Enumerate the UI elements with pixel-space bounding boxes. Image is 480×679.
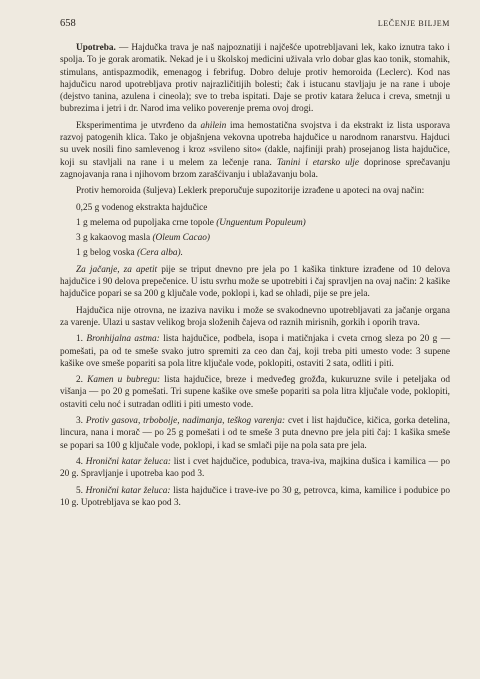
ingredient-line [60,247,450,259]
recipe-item [60,333,450,370]
recipe-text: lista hajdučice, breze i medveđeg grožđa, kukuruzne svile i peteljaka od višanja — po 20 g pomešati. Tri supene kašike ove smeše popariti sa pola litra ključale vode, poklopiti, ostaviti celu noć i sutradan odliti i piti umesto vode. [60,375,451,410]
paragraph-hemorrhoids: Protiv hemoroida (šuljeva) Leklerk preporučuje supozitorije izrađene u apoteci na ovaj način: [76,186,425,197]
experiments-text-mid: ima hemostatična svojstva i da ekstrakt iz lista usporava razvoj patogenih klica. Tako je objašnjena vekovna upotreba hajdučice u narodnom ranarstvu. Hajduci su uvek nosili fino samlevenog i kroz »svileno sito« (dakle, najfiniji prah) prosejanog lista hajdučice, koji su stavljali na rane i u melem za lečenje rana. [60,120,450,168]
ingredient-latin: (Oleum Cacao) [152,233,211,244]
ahilein-term: ahilein [200,120,227,131]
recipe-text: list i cvet hajdučice, podubica, trava-iva, majkina dušica i kamilica — po 20 g. Spravljanje i upotreba kao pod 3. [60,456,450,480]
usage-text: — Hajdučka trava je naš najpoznatiji i najčešće upotrebljavani lek, kako iznutra tako i spolja. To je gorak aromatik. Nekad je i u školskoj medicini uživala vrlo dobar glas kao tonik, stomahik, stimulans, antispazmodik, emenagog i febrifug. Dobro deluje protiv hemoroida (Leclerc). Kod nas hajdučicu narod upotrebljava protiv najrazličitijih bolesti; čak i istucanu stavljaju je na rane i uboje (dejstvo tanina, azulena i cineola); sve to treba ispitati. Daje se protiv katara želuca i creva, smetnji u bubrezima i jetri i dr. Narod ima veliko poverenje prema ovoj drogi. [60,43,450,115]
ingredient-text: 1 g melema od pupoljaka crne topole [76,217,217,228]
page-number: 658 [60,18,76,29]
recipe-item [60,415,450,452]
ingredient-line [60,232,450,244]
recipe-text: lista hajdučice, podbela, isopa i matičnjaka i cveta crnog sleza po 20 g — pomešati, pa od te smeše svako jutro spremiti za ceo dan čaj, koji treba piti umesto vode: 3 supene kašike ove smeše popariti sa pola litre ključale vode, poklopiti, ostaviti 2 sata, odliti i piti. [60,334,451,369]
recipe-item [60,456,450,481]
appetite-text: pije se triput dnevno pre jela po 1 kašika tinkture izrađene od 10 delova hajdučice i 90 delova prepečenice. U istu svrhu može se upotrebiti i čaj spravljen na ovaj način: 2 kašike hajdučice popari se sa 200 g ključale vode, poklopi i, kad se ohladi, pije se pre jela. [60,264,450,300]
paragraph-experiments [60,120,450,181]
paragraph-usage [60,42,450,116]
recipe-text: cvet i list hajdučice, kičica, gorka detelina, lincura, nana i morač — po 25 g pomešati i od te smeše 3 puta dnevno pre jela piti čaj: 1 kašika smeše se popari sa 100 g ključale vode, poklopi, i kad se smlači pije na pola sata pre jela. [60,416,450,451]
ingredient-text: 0,25 g vodenog ekstrakta hajdučice [76,202,208,213]
running-head: LEČENJE BILJEM [377,19,450,28]
recipe-title: Hronični katar želuca: [85,485,171,496]
recipe-title: Kamen u bubregu: [87,375,161,386]
recipe-number: 4. [76,456,86,467]
tannins-term: Tanini i etarsko ulje [276,157,360,168]
paragraph-safety: Hajdučica nije otrovna, ne izaziva naviku i može se svakodnevno upotrebljavati za jačanje organa za varenje. Ulazi u sastav velikog broja složenih čajeva od raznih mirisnih, gorkih i oporih trava. [60,305,450,328]
ingredient-line [60,202,450,214]
usage-label: Upotreba. [76,43,116,53]
recipe-text: lista hajdučice i trave-ive po 30 g, petrovca, kima, kamilice i podubice po 10 g. Upotrebljava se kao pod 3. [60,485,451,508]
page-header [60,18,450,34]
recipe-item [60,485,450,510]
ingredient-text: 3 g kakaovog masla [76,233,153,244]
ingredient-latin: (Cera alba). [136,248,183,259]
experiments-text-start: Eksperimentima je utvrđeno da [76,120,201,131]
experiments-text-end: doprinose sprečavanju zagnojavanja rana i njihovom brzom zarašćivanju i ublažavanju bola. [60,157,450,180]
recipe-number: 3. [76,416,86,427]
recipe-title: Hronični katar želuca: [85,456,171,467]
recipe-number: 1. [76,334,87,345]
ingredient-line [60,217,450,229]
recipe-number: 5. [76,485,86,496]
ingredient-latin: (Unguentum Populeum) [216,217,306,228]
ingredient-text: 1 g belog voska [76,248,137,259]
recipe-title: Bronhijalna astma: [86,334,160,345]
recipe-number: 2. [76,375,88,386]
appetite-heading: Za jačanje, za apetit [76,264,158,275]
paragraph-appetite [60,264,450,301]
recipe-title: Protiv gasova, trbobolje, nadimanja, teškog varenja: [85,416,286,427]
ingredient-list [60,202,450,260]
recipe-item [60,374,450,411]
